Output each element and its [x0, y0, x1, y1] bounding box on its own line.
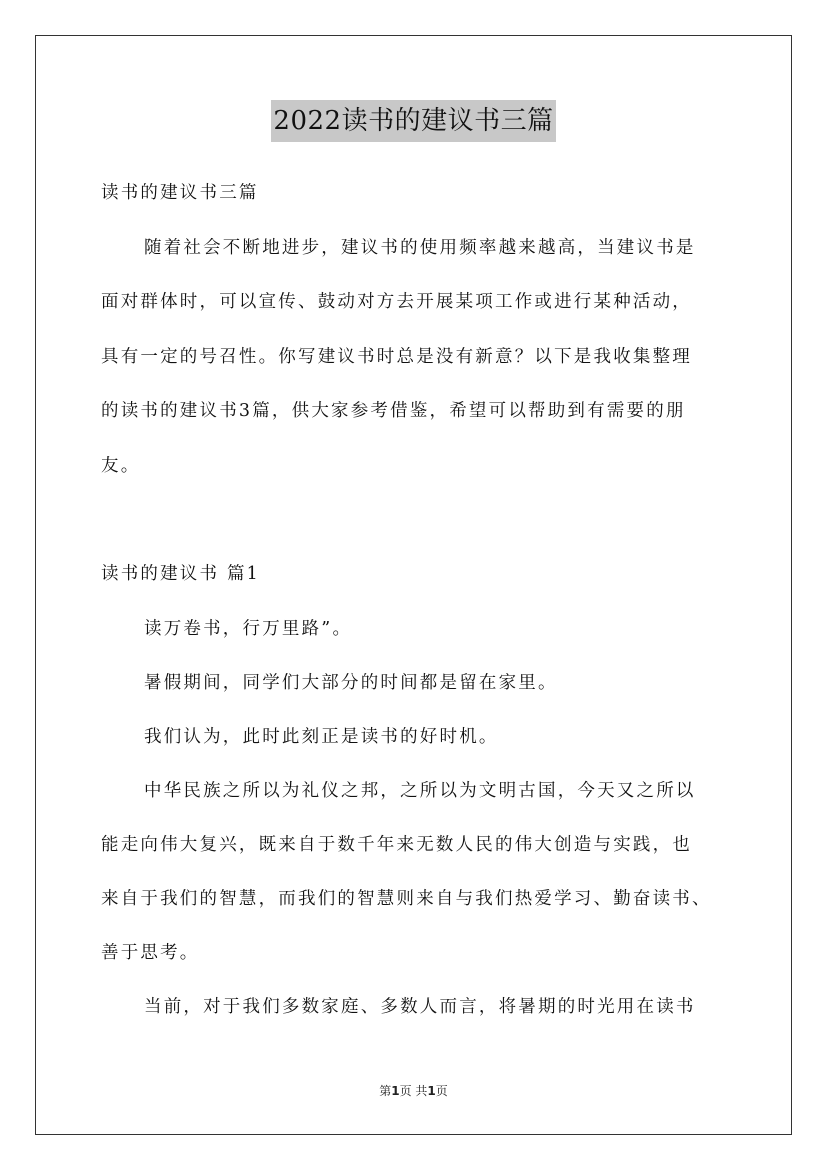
paragraph-line: 来自于我们的智慧，而我们的智慧则来自与我们热爱学习、勤奋读书、: [101, 889, 712, 909]
footer-page-prefix: 第: [379, 1084, 392, 1098]
paragraph-line: 暑假期间，同学们大部分的时间都是留在家里。: [144, 673, 558, 693]
paragraph-line: 当前，对于我们多数家庭、多数人而言，将暑期的时光用在读书: [144, 997, 696, 1017]
footer-page-middle: 页 共: [399, 1084, 428, 1098]
page-footer: [0, 1083, 827, 1099]
paragraph-line: 面对群体时，可以宣传、鼓动对方去开展某项工作或进行某种活动，: [101, 292, 692, 312]
paragraph-line: 读万卷书，行万里路”。: [144, 619, 353, 639]
document-title: 2022读书的建议书三篇: [271, 100, 555, 142]
intro-heading: 读书的建议书三篇: [101, 183, 259, 203]
footer-page-suffix: 页: [435, 1084, 448, 1098]
paragraph-line: 能走向伟大复兴，既来自于数千年来无数人民的伟大创造与实践，也: [101, 835, 692, 855]
footer-page-total: 1: [427, 1084, 436, 1098]
section-heading-1: 读书的建议书 篇1: [101, 564, 260, 584]
title-container: [0, 100, 827, 142]
paragraph-line: 我们认为，此时此刻正是读书的好时机。: [144, 727, 499, 747]
footer-page-current: 1: [391, 1084, 400, 1098]
paragraph-line: 具有一定的号召性。你写建议书时总是没有新意？以下是我收集整理: [101, 347, 692, 367]
paragraph-line: 善于思考。: [101, 943, 200, 963]
paragraph-line: 的读书的建议书3篇，供大家参考借鉴，希望可以帮助到有需要的朋: [101, 401, 686, 421]
paragraph-line: 中华民族之所以为礼仪之邦，之所以为文明古国，今天又之所以: [144, 781, 696, 801]
paragraph-line: 友。: [101, 456, 141, 476]
paragraph-line: 随着社会不断地进步，建议书的使用频率越来越高，当建议书是: [144, 238, 696, 258]
